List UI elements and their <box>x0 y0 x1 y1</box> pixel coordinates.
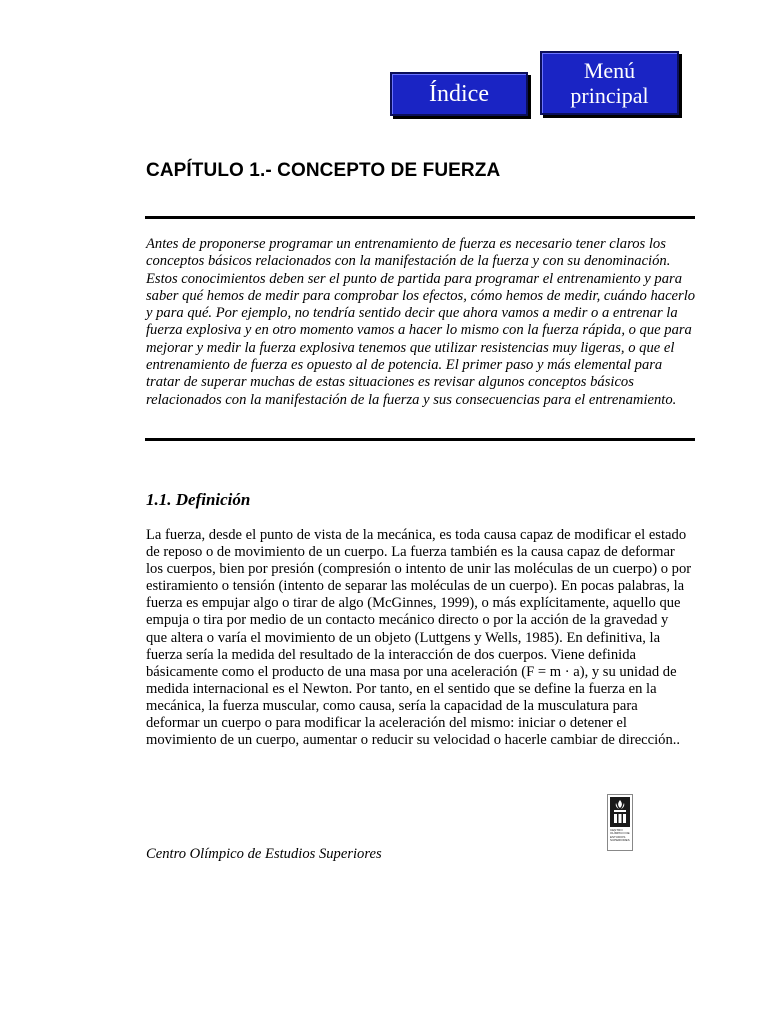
bottom-divider <box>145 438 695 441</box>
menu-button-label-line1: Menú <box>583 57 636 83</box>
indice-button[interactable] <box>390 72 528 116</box>
intro-paragraph: Antes de proponerse programar un entrenamiento de fuerza es necesario tener claros los conceptos básicos relacionados con la manifestación de la fuerza y con su denominación. Estos conocimientos deben ser el punto de partida para programar el entrenamiento y para saber qué hemos de medir para comprobar los efectos, cómo hemos de medir, cuándo hacerlo y para qué. Por ejemplo, no tendría sentido decir que ahora vamos a medir o a entrenar la fuerza explosiva y en otro momento vamos a hacer lo mismo con la fuerza rápida, o que para mejorar y medir la fuerza explosiva tenemos que utilizar resistencias muy ligeras, o que el entrenamiento de fuerza es opuesto al de potencia. El primer paso y más elemental para tratar de superar muchas de estas situaciones es revisar algunos conceptos básicos relacionados con la manifestación de la fuerza y sus consecuencias para el entrenamiento. <box>146 236 696 408</box>
torch-logo-icon <box>607 794 633 851</box>
top-divider <box>145 216 695 219</box>
definition-paragraph: La fuerza, desde el punto de vista de la mecánica, es toda causa capaz de modificar el estado de reposo o de movimiento de un cuerpo. La fuerza también es la causa capaz de deformar los cuerpos, bien por presión (compresión o intento de unir las moléculas de un cuerpo) o por estiramiento o tensión (intento de separar las moléculas de un cuerpo). En pocas palabras, la fuerza es empujar algo o tirar de algo (McGinnes, 1999), o más explícitamente, aquello que empuja o tira por medio de un contacto mecánico directo o por la acción de la gravedad y que altera o varía el movimiento de un objeto (Luttgens y Wells, 1985). En definitiva, la fuerza sería la medida del resultado de la interacción de dos cuerpos. Viene definida básicamente como el producto de una masa por una aceleración (F = m · a), y su unidad de medida internacional es el Newton. Por tanto, en el sentido que se define la fuerza en la mecánica, la fuerza muscular, como causa, sería la capacidad de la musculatura para deformar un cuerpo o para modificar la aceleración del mismo: iniciar o detener el movimiento de un cuerpo, aumentar o reducir su velocidad o hacerle cambiar de dirección.. <box>146 527 692 749</box>
logo-caption: CENTRO OLÍMPICO DE ESTUDIOS SUPERIORES <box>610 828 630 843</box>
footer-text: Centro Olímpico de Estudios Superiores <box>146 846 382 862</box>
menu-button-label-line2: principal <box>570 83 649 108</box>
section-heading: 1.1. Definición <box>146 490 251 509</box>
chapter-title: CAPÍTULO 1.- CONCEPTO DE FUERZA <box>146 160 501 181</box>
menu-principal-button[interactable] <box>540 51 679 115</box>
indice-button-label: Índice <box>429 80 489 107</box>
